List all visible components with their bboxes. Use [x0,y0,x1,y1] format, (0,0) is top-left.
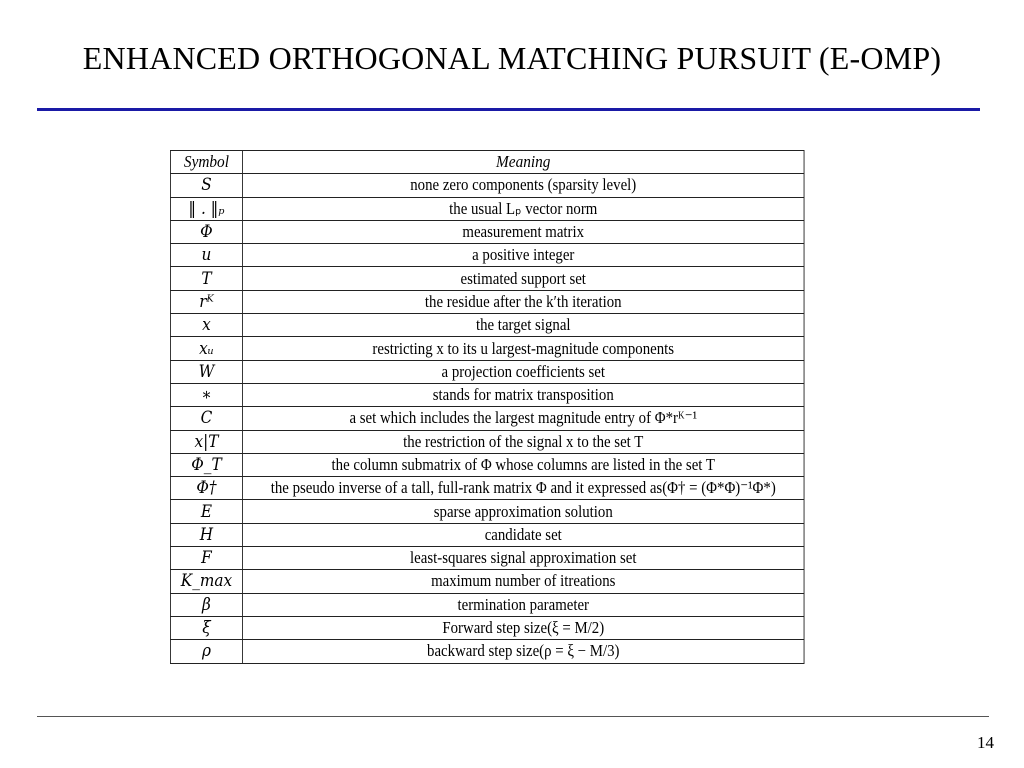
table-row [170,407,804,430]
table-row [170,616,804,639]
symbol-cell: K_max [170,570,242,593]
meaning-cell: a set which includes the largest magnitude entry of Φ*rᴷ⁻¹ [242,407,804,430]
table-row [170,220,804,243]
meaning-cell: maximum number of itreations [242,570,804,593]
symbol-cell: rᴷ [170,290,242,313]
symbol-cell: ∗ [170,383,242,406]
symbol-cell: T [170,267,242,290]
footer-divider [37,716,989,717]
meaning-cell: least-squares signal approximation set [242,547,804,570]
symbol-table [170,150,805,664]
symbol-cell: xᵤ [170,337,242,360]
slide-title: ENHANCED ORTHOGONAL MATCHING PURSUIT (E-OMP) [82,40,942,76]
meaning-cell: the restriction of the signal x to the set T [242,430,804,453]
symbol-cell: E [170,500,242,523]
table-row [170,290,804,313]
symbol-cell: C [170,407,242,430]
symbol-cell: x|T [170,430,242,453]
meaning-cell: Forward step size(ξ = M/2) [242,616,804,639]
meaning-cell: stands for matrix transposition [242,383,804,406]
symbol-cell: x [170,314,242,337]
table-row [170,383,804,406]
symbol-cell: u [170,244,242,267]
symbol-cell: W [170,360,242,383]
symbol-cell: S [170,174,242,197]
title-underline [37,108,980,111]
header-symbol: Symbol [170,151,242,174]
table-row [170,197,804,220]
meaning-cell: the target signal [242,314,804,337]
meaning-cell: measurement matrix [242,220,804,243]
symbol-cell: β [170,593,242,616]
symbol-cell: ξ [170,616,242,639]
table-row [170,174,804,197]
table-row [170,640,804,663]
table-row [170,314,804,337]
symbol-cell: F [170,547,242,570]
symbol-cell: Φ_T [170,453,242,476]
table-row [170,593,804,616]
table-row [170,360,804,383]
symbol-cell: ρ [170,640,242,663]
symbol-cell: Φ† [170,477,242,500]
symbol-cell: ‖ . ‖ₚ [170,197,242,220]
table-row [170,244,804,267]
meaning-cell: estimated support set [242,267,804,290]
header-meaning: Meaning [242,151,804,174]
table-row [170,570,804,593]
table-row [170,430,804,453]
meaning-cell: backward step size(ρ = ξ − M/3) [242,640,804,663]
table-row [170,477,804,500]
table-row [170,267,804,290]
meaning-cell: candidate set [242,523,804,546]
meaning-cell: the pseudo inverse of a tall, full-rank matrix Φ and it expressed as(Φ† = (Φ*Φ)⁻¹Φ*) [242,477,804,500]
meaning-cell: the usual Lₚ vector norm [242,197,804,220]
symbol-cell: Φ [170,220,242,243]
meaning-cell: sparse approximation solution [242,500,804,523]
meaning-cell: a positive integer [242,244,804,267]
page-number: 14 [977,733,994,752]
meaning-cell: a projection coefficients set [242,360,804,383]
table-row [170,337,804,360]
meaning-cell: termination parameter [242,593,804,616]
meaning-cell: none zero components (sparsity level) [242,174,804,197]
meaning-cell: the column submatrix of Φ whose columns are listed in the set T [242,453,804,476]
table-header-row [170,151,804,174]
table-row [170,500,804,523]
table-row [170,453,804,476]
symbol-cell: H [170,523,242,546]
table-row [170,523,804,546]
table-row [170,547,804,570]
meaning-cell: the residue after the k′th iteration [242,290,804,313]
meaning-cell: restricting x to its u largest-magnitude components [242,337,804,360]
